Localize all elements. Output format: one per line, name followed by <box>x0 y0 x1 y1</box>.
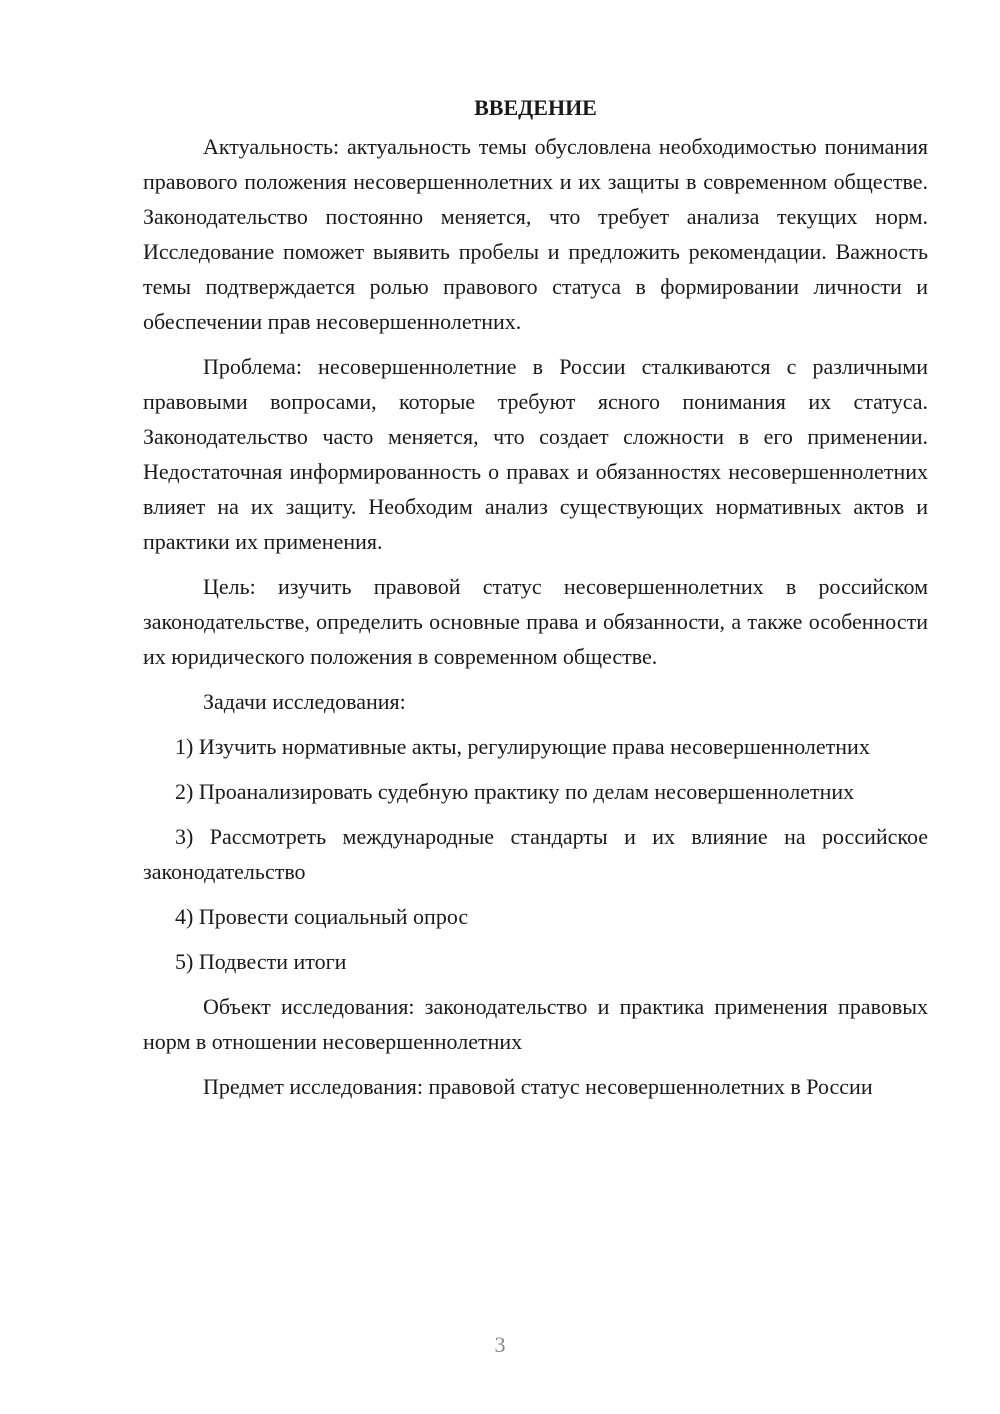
list-item: 1) Изучить нормативные акты, регулирующие права несовершеннолетних <box>175 734 870 759</box>
paragraph-object: Объект исследования: законодательство и практика применения правовых норм в отношении несовершеннолетних <box>143 994 928 1054</box>
paragraph-tasks-heading: Задачи исследования: <box>203 689 406 714</box>
paragraph-relevance: Актуальность: актуальность темы обусловлена необходимостью понимания правового положения несовершеннолетних и их защиты в современном обществе. Законодательство постоянно меняется, что требует анализа текущих норм. Исследование поможет выявить пробелы и предложить рекомендации. Важность темы подтверждается ролью правового статуса в формировании личности и обеспечении прав несовершеннолетних. <box>143 134 928 334</box>
list-item: 3) Рассмотреть международные стандарты и их влияние на российское законодательство <box>143 824 928 884</box>
page-title: ВВЕДЕНИЕ <box>474 95 597 120</box>
list-item: 2) Проанализировать судебную практику по делам несовершеннолетних <box>175 779 855 804</box>
paragraph-problem: Проблема: несовершеннолетние в России сталкиваются с различными правовыми вопросами, которые требуют ясного понимания их статуса. Законодательство часто меняется, что создает сложности в его применении. Недостаточная информированность о правах и обязанностях несовершеннолетних влияет на их защиту. Необходим анализ существующих нормативных актов и практики их применения. <box>143 354 928 554</box>
document-page <box>143 90 928 1114</box>
paragraph-subject: Предмет исследования: правовой статус несовершеннолетних в России <box>203 1074 873 1099</box>
paragraph-goal: Цель: изучить правовой статус несовершеннолетних в российском законодательстве, определить основные права и обязанности, а также особенности их юридического положения в современном обществе. <box>143 574 928 669</box>
list-item: 4) Провести социальный опрос <box>175 904 469 929</box>
list-item: 5) Подвести итоги <box>175 949 347 974</box>
page-number: 3 <box>494 1332 506 1357</box>
